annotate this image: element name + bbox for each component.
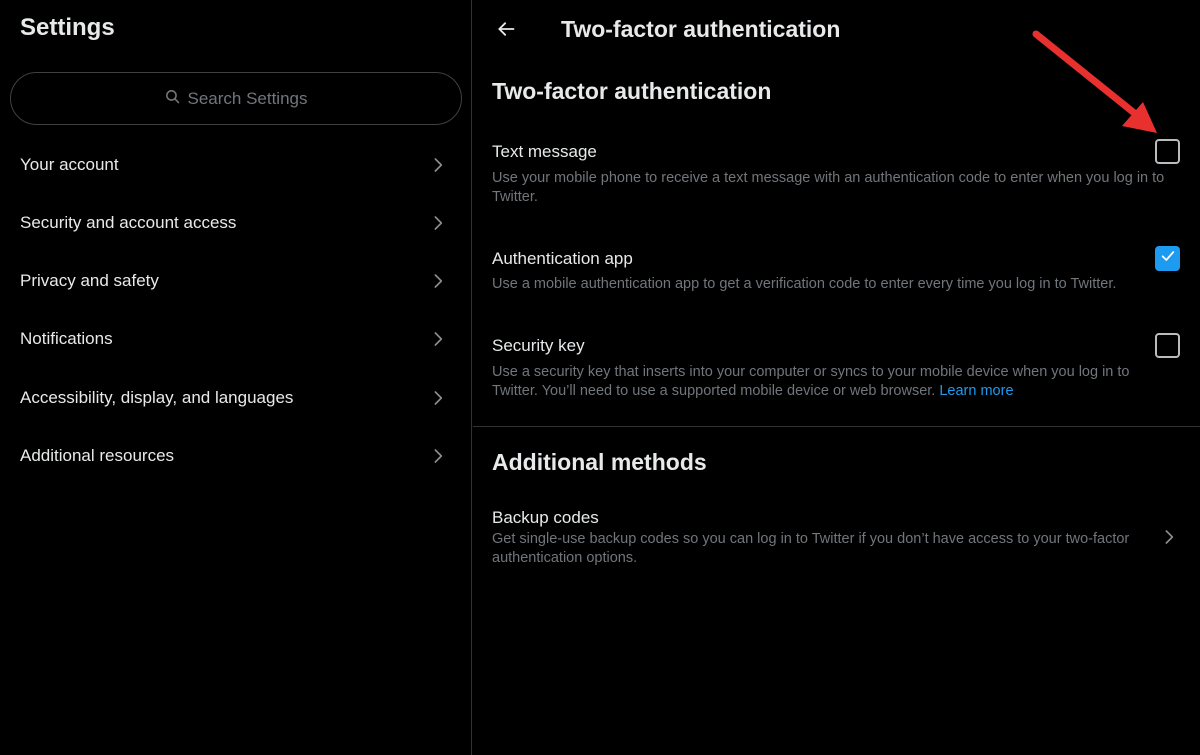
back-button[interactable]	[492, 17, 520, 45]
sidebar-item-security[interactable]	[0, 194, 471, 252]
learn-more-link[interactable]: Learn more	[939, 383, 1014, 399]
chevron-right-icon	[430, 157, 446, 173]
sidebar-title: Settings	[20, 14, 115, 41]
sidebar-item-label: Privacy and safety	[20, 271, 159, 290]
sidebar-item-additional-resources[interactable]	[0, 427, 471, 485]
sidebar-item-label: Additional resources	[20, 446, 175, 465]
chevron-right-icon	[430, 448, 446, 464]
chevron-right-icon	[430, 273, 446, 289]
checkmark-icon	[1160, 248, 1176, 269]
section-heading-additional-methods: Additional methods	[492, 449, 707, 475]
arrow-left-icon	[496, 19, 516, 44]
chevron-right-icon	[430, 215, 446, 231]
sidebar-item-your-account[interactable]	[0, 136, 471, 194]
backup-codes-title[interactable]: Backup codes	[492, 508, 599, 527]
option-title-auth-app: Authentication app	[492, 249, 633, 268]
chevron-right-icon	[430, 331, 446, 347]
section-heading-two-factor: Two-factor authentication	[492, 78, 772, 104]
security-key-description-text: Use a security key that inserts into your computer or syncs to your mobile device when you log in to Twitter. You’ll need to use a supported mobile device or web browser.	[492, 364, 1130, 399]
backup-codes-description: Get single-use backup codes so you can log in to Twitter if you don’t have access to your two-factor authentication options.	[492, 531, 1130, 566]
search-placeholder: Search Settings	[187, 88, 308, 108]
sidebar-item-accessibility[interactable]	[0, 369, 471, 427]
option-description-security-key	[492, 363, 1174, 401]
option-description-auth-app: Use a mobile authentication app to get a verification code to enter every time you log in to Twitter.	[492, 276, 1117, 292]
authentication-app-checkbox[interactable]	[1155, 246, 1180, 271]
chevron-right-icon	[430, 390, 446, 406]
search-input[interactable]	[10, 72, 462, 125]
page-title: Two-factor authentication	[561, 16, 841, 42]
two-factor-panel	[473, 0, 1200, 755]
option-title-security-key: Security key	[492, 336, 585, 355]
settings-sidebar	[0, 0, 472, 755]
option-title-text-message: Text message	[492, 142, 597, 161]
sidebar-item-label: Security and account access	[20, 213, 237, 232]
security-key-checkbox[interactable]	[1155, 333, 1180, 358]
chevron-right-icon[interactable]	[1161, 529, 1177, 545]
sidebar-item-privacy[interactable]	[0, 252, 471, 310]
sidebar-item-notifications[interactable]	[0, 310, 471, 368]
search-icon	[164, 88, 187, 110]
sidebar-item-label: Accessibility, display, and languages	[20, 388, 294, 407]
text-message-checkbox[interactable]	[1155, 139, 1180, 164]
sidebar-item-label: Your account	[20, 155, 119, 174]
section-divider	[473, 426, 1200, 427]
option-description-text-message: Use your mobile phone to receive a text message with an authentication code to enter when you log in to Twitter.	[492, 170, 1165, 205]
sidebar-item-label: Notifications	[20, 329, 113, 348]
